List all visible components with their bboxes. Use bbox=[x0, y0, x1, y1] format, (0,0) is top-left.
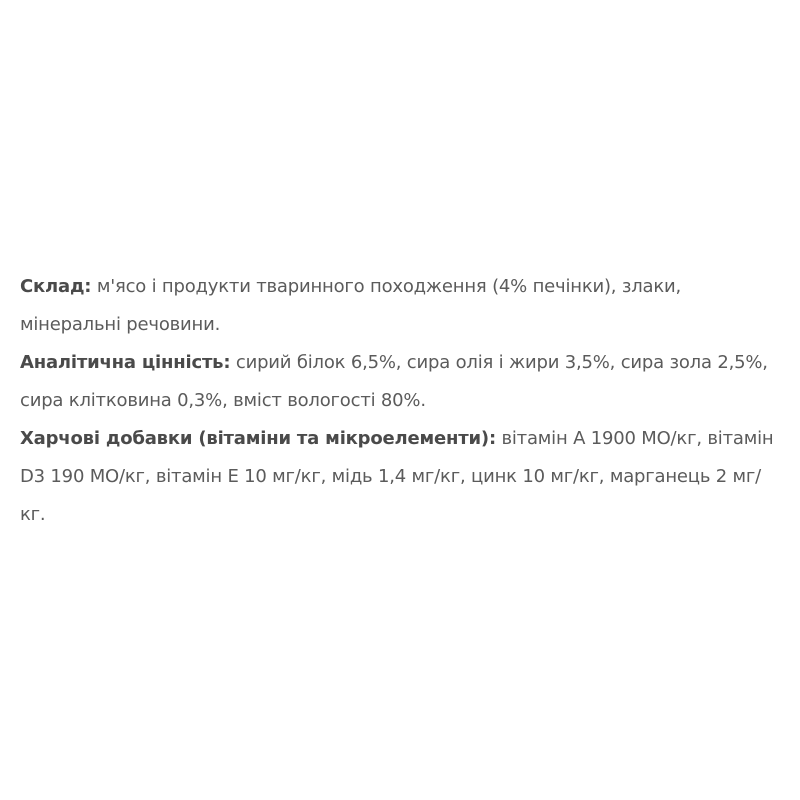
analytical-value-paragraph bbox=[20, 344, 785, 420]
additives-label: Харчові добавки (вітаміни та мікроелементи): bbox=[20, 428, 496, 449]
composition-label: Склад: bbox=[20, 276, 92, 297]
additives-paragraph bbox=[20, 420, 785, 534]
product-description bbox=[20, 268, 785, 534]
analytical-value-text: сирий білок 6,5%, сира олія і жири 3,5%, сира зола 2,5%, сира клітковина 0,3%, вміст вологості 80%. bbox=[20, 352, 768, 411]
composition-paragraph bbox=[20, 268, 785, 344]
additives-text: вітамін A 1900 МО/кг, вітамін D3 190 МО/кг, вітамін E 10 мг/кг, мідь 1,4 мг/кг, цинк 10 мг/кг, марганець 2 мг/кг. bbox=[20, 428, 774, 525]
composition-text: м'ясо і продукти тваринного походження (4% печінки), злаки, мінеральні речовини. bbox=[20, 276, 682, 335]
analytical-value-label: Аналітична цінність: bbox=[20, 352, 231, 373]
